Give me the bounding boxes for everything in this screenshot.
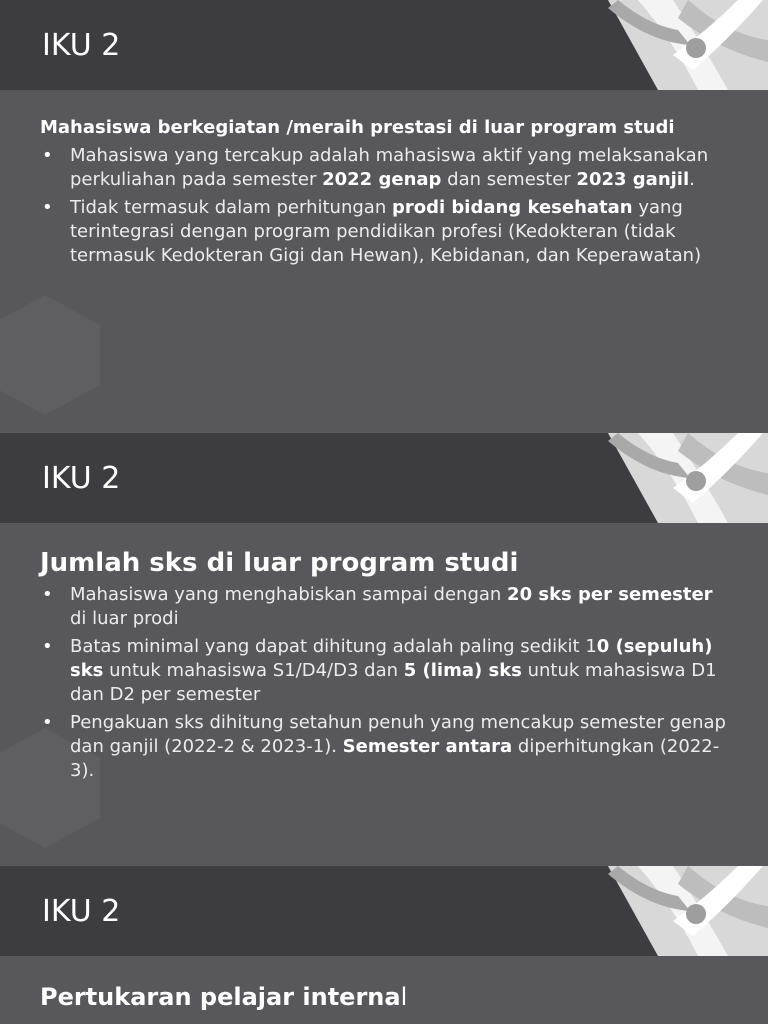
hexagon-decoration: [0, 290, 110, 420]
abstract-3d-lattice-art: [578, 433, 768, 523]
slide-2: [0, 433, 768, 865]
slide-header: [0, 0, 768, 90]
slide-1: [0, 0, 768, 432]
bullet-item: • Batas minimal yang dapat dihitung adalah paling sedikit 10 (sepuluh) sks untuk mahasiswa S1/D4/D3 dan 5 (lima) sks untuk mahasiswa D1 dan D2 per semester: [40, 635, 728, 707]
abstract-3d-lattice-art: [578, 0, 768, 90]
slide-title: IKU 2: [42, 28, 121, 63]
slide-body: [40, 110, 728, 268]
slide-subtitle: Pertukaran pelajar internal: [40, 983, 408, 1011]
slide-body: [40, 966, 728, 1014]
bullet-item: • Mahasiswa yang menghabiskan sampai dengan 20 sks per semester di luar prodi: [40, 583, 728, 631]
bullet-list: [40, 583, 728, 783]
slide-subtitle: Mahasiswa berkegiatan /meraih prestasi di luar program studi: [40, 117, 675, 138]
bullet-list: [40, 144, 728, 268]
bullet-item: • Pengakuan sks dihitung setahun penuh yang mencakup semester genap dan ganjil (2022-2 & 2023-1). Semester antara diperhitungkan (2022-3).: [40, 711, 728, 783]
slide-3: [0, 866, 768, 1024]
slide-subtitle: Jumlah sks di luar program studi: [40, 548, 519, 578]
slide-header: [0, 866, 768, 956]
slide-body: [40, 531, 728, 783]
slide-title: IKU 2: [42, 461, 121, 496]
abstract-3d-lattice-art: [578, 866, 768, 956]
bullet-item: • Tidak termasuk dalam perhitungan prodi bidang kesehatan yang terintegrasi dengan program pendidikan profesi (Kedokteran (tidak termasuk Kedokteran Gigi dan Hewan), Kebidanan, dan Keperawatan): [40, 196, 728, 268]
bullet-item: • Mahasiswa yang tercakup adalah mahasiswa aktif yang melaksanakan perkuliahan pada semester 2022 genap dan semester 2023 ganjil.: [40, 144, 728, 192]
slide-header: [0, 433, 768, 523]
slide-title: IKU 2: [42, 894, 121, 929]
